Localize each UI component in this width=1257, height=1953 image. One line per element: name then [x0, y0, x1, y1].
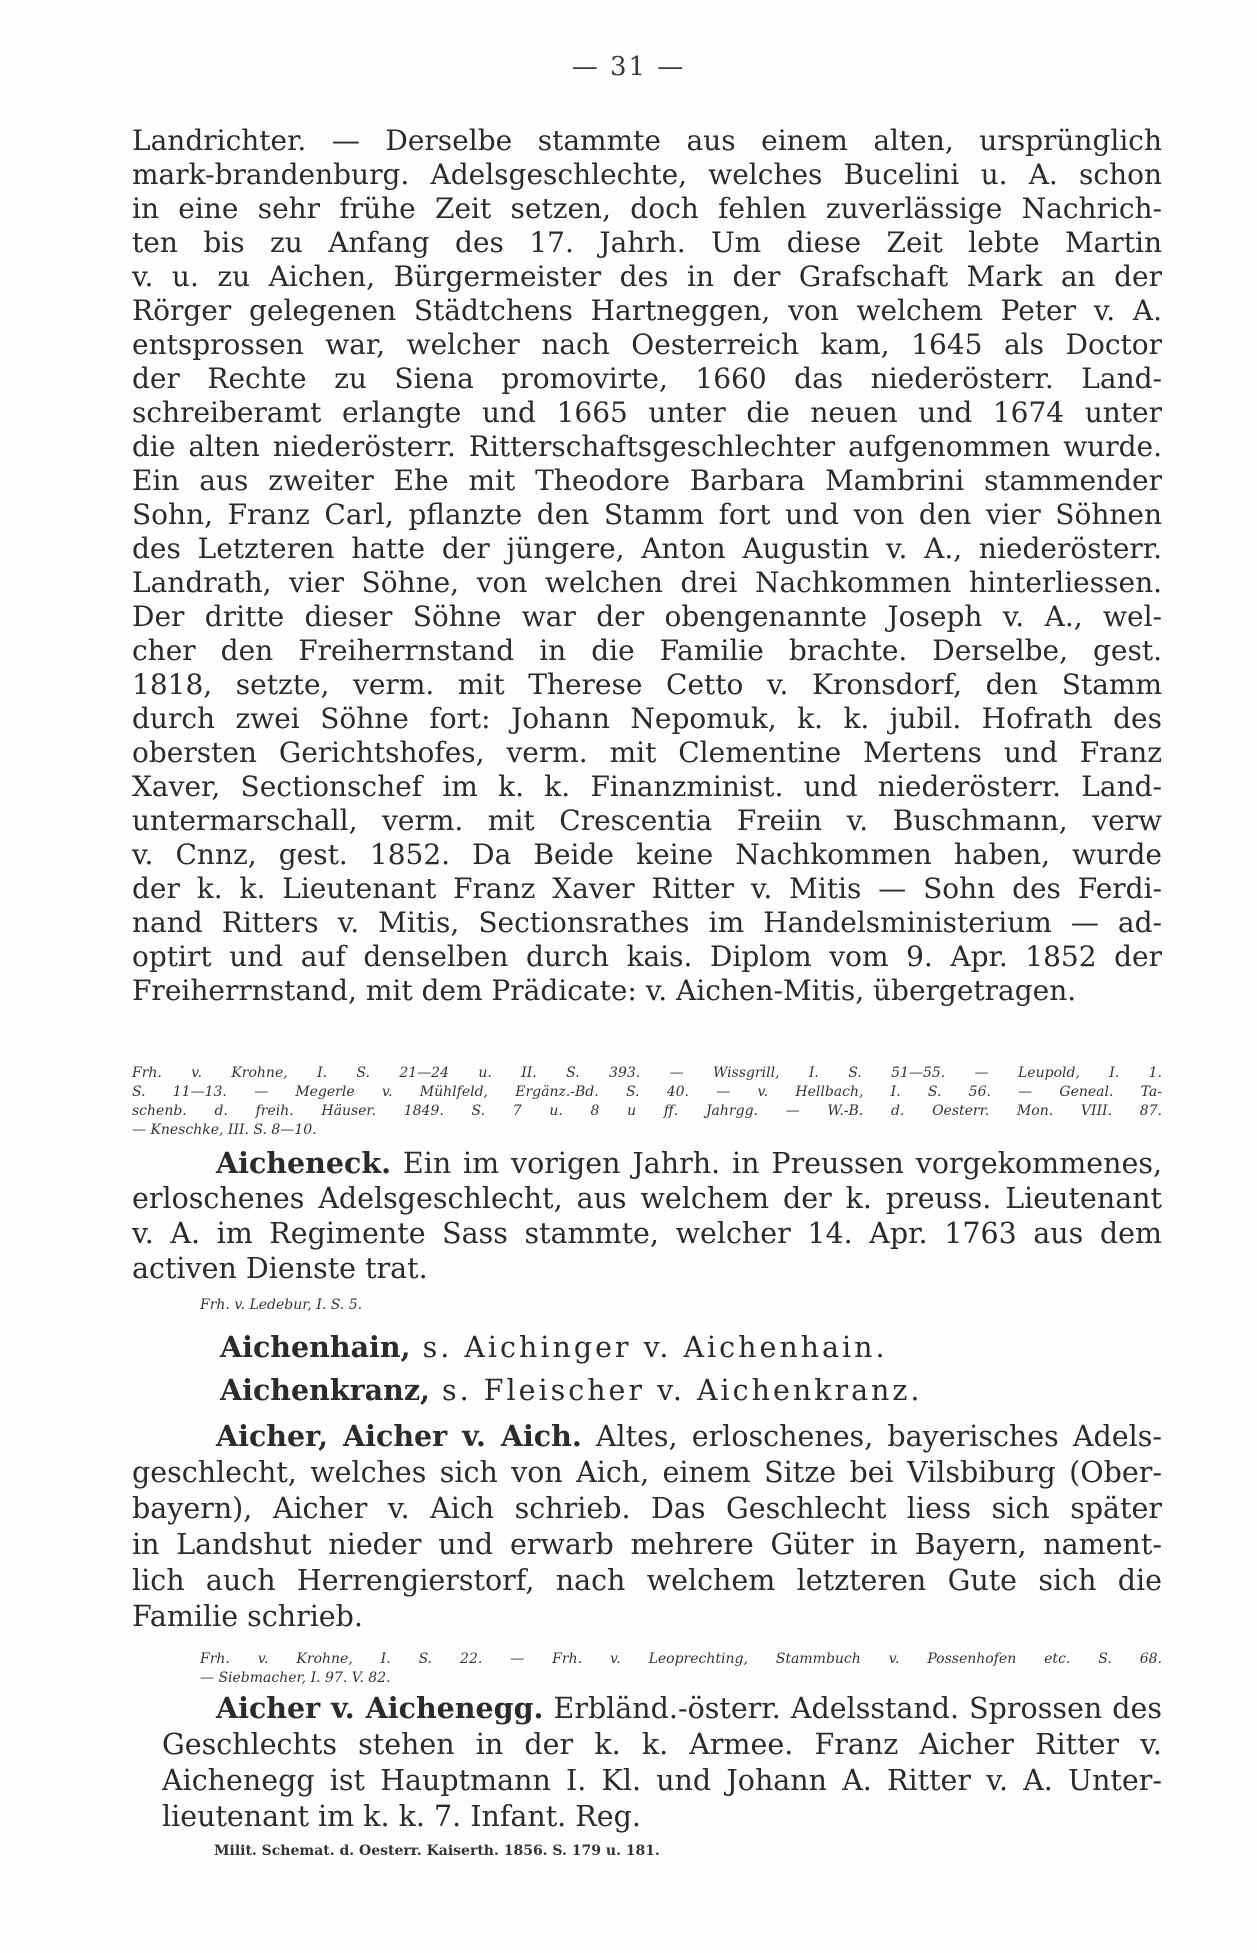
reference-note	[200, 1296, 1230, 1315]
reference-line: schenb. d. freih. Häuser. 1849. S. 7 u. 8 u ff. Jahrgg. — W.-B. d. Oesterr. Mon. VIII. 87.	[132, 1103, 1162, 1119]
text-line: untermarschall, verm. mit Crescentia Freiin v. Buschmann, verw	[132, 804, 1162, 837]
reference-line: — Kneschke, III. S. 8—10.	[132, 1122, 317, 1138]
entry-aicheneck	[132, 1146, 1162, 1286]
text-line: die alten niederösterr. Ritterschaftsgeschlechter aufgenommen wurde.	[132, 430, 1162, 463]
continuation-paragraph	[132, 124, 1162, 1008]
headword: Aichenhain,	[220, 1330, 411, 1364]
reference-line: Milit. Schemat. d. Oesterr. Kaiserth. 1856. S. 179 u. 181.	[214, 1843, 660, 1859]
text-line: ten bis zu Anfang des 17. Jahrh. Um diese Zeit lebte Martin	[132, 226, 1162, 259]
entry-text: s. Fleischer v. Aichenkranz.	[429, 1374, 923, 1407]
text-line: Ein aus zweiter Ehe mit Theodore Barbara Mambrini stammender	[132, 464, 1162, 497]
text-line: Sohn, Franz Carl, pflanzte den Stamm fort und von den vier Söhnen	[132, 498, 1162, 531]
text-line: erloschenes Adelsgeschlecht, aus welchem der k. preuss. Lieutenant	[132, 1182, 1162, 1215]
reference-line: Frh. v. Krohne, I. S. 21—24 u. II. S. 393. — Wissgrill, I. S. 51—55. — Leupold, I. 1.	[132, 1065, 1162, 1081]
text-line: des Letzteren hatte der jüngere, Anton Augustin v. A., niederösterr.	[132, 532, 1162, 565]
text-line: Aichenegg ist Hauptmann I. Kl. und Johann A. Ritter v. A. Unter-	[162, 1764, 1162, 1797]
text-line: obersten Gerichtshofes, verm. mit Clementine Mertens und Franz	[132, 736, 1162, 769]
text-line: in eine sehr frühe Zeit setzen, doch fehlen zuverlässige Nachrich-	[132, 192, 1162, 225]
entry-aicher-aich	[132, 1418, 1162, 1635]
text-line: in Landshut nieder und erwarb mehrere Güter in Bayern, nament-	[132, 1528, 1162, 1561]
text-line: durch zwei Söhne fort: Johann Nepomuk, k. k. jubil. Hofrath des	[132, 702, 1162, 735]
text-line: Landrath, vier Söhne, von welchen drei Nachkommen hinterliessen.	[132, 566, 1162, 599]
entry-aicher-aichenegg	[162, 1690, 1162, 1835]
text-line: Landrichter. — Derselbe stammte aus einem alten, ursprünglich	[132, 124, 1162, 157]
reference-line: S. 11—13. — Megerle v. Mühlfeld, Ergänz.-Bd. S. 40. — v. Hellbach, I. S. 56. — Geneal. Ta-	[132, 1084, 1162, 1100]
text-line: der k. k. Lieutenant Franz Xaver Ritter v. Mitis — Sohn des Ferdi-	[132, 872, 1162, 905]
text-line: Geschlechts stehen in der k. k. Armee. Franz Aicher Ritter v.	[162, 1728, 1162, 1761]
text-line: lieutenant im k. k. 7. Infant. Reg.	[162, 1800, 641, 1833]
entry-first-line	[132, 1418, 1162, 1455]
headword: Aicher v. Aichenegg.	[216, 1691, 544, 1725]
entry-first-line	[162, 1690, 1162, 1727]
entry-text: Altes, erloschenes, bayerisches Adels-	[581, 1420, 1162, 1453]
entry-text: s. Aichinger v. Aichenhain.	[410, 1331, 888, 1364]
entry-first-line	[132, 1146, 1162, 1181]
reference-line: — Siebmacher, I. 97. V. 82.	[200, 1670, 391, 1686]
text-line: lich auch Herrengierstorf, nach welchem letzteren Gute sich die	[132, 1564, 1162, 1597]
text-line: optirt und auf denselben durch kais. Diplom vom 9. Apr. 1852 der	[132, 940, 1162, 973]
text-line: bayern), Aicher v. Aich schrieb. Das Geschlecht liess sich später	[132, 1492, 1162, 1525]
text-line: Der dritte dieser Söhne war der obengenannte Joseph v. A., wel-	[132, 600, 1162, 633]
entry-aichenhain	[220, 1330, 888, 1365]
page-number: — 31 —	[571, 52, 686, 82]
reference-line: Frh. v. Krohne, I. S. 22. — Frh. v. Leoprechting, Stammbuch v. Possenhofen etc. S. 68.	[200, 1651, 1162, 1667]
reference-note	[214, 1842, 1244, 1861]
text-line: schreiberamt erlangte und 1665 unter die neuen und 1674 unter	[132, 396, 1162, 429]
text-line: 1818, setzte, verm. mit Therese Cetto v. Kronsdorf, den Stamm	[132, 668, 1162, 701]
text-line: Familie schrieb.	[132, 1600, 363, 1633]
entry-text: Ein im vorigen Jahrh. in Preussen vorgekommenes,	[391, 1147, 1162, 1180]
text-line: Xaver, Sectionschef im k. k. Finanzminist. und niederösterr. Land-	[132, 770, 1162, 803]
text-line: cher den Freiherrnstand in die Familie brachte. Derselbe, gest.	[132, 634, 1162, 667]
reference-line: Frh. v. Ledebur, I. S. 5.	[200, 1297, 363, 1313]
headword: Aicher, Aicher v. Aich.	[216, 1419, 582, 1453]
text-line: der Rechte zu Siena promovirte, 1660 das niederösterr. Land-	[132, 362, 1162, 395]
text-line: v. u. zu Aichen, Bürgermeister des in der Grafschaft Mark an der	[132, 260, 1162, 293]
text-line: v. Cnnz, gest. 1852. Da Beide keine Nachkommen haben, wurde	[132, 838, 1162, 871]
text-line: activen Dienste trat.	[132, 1252, 428, 1285]
text-line: entsprossen war, welcher nach Oesterreich kam, 1645 als Doctor	[132, 328, 1162, 361]
entry-text: Erbländ.-österr. Adelsstand. Sprossen des	[543, 1692, 1162, 1725]
headword: Aichenkranz,	[220, 1373, 430, 1407]
headword: Aicheneck.	[216, 1146, 392, 1180]
reference-note	[200, 1650, 1162, 1688]
text-line: geschlecht, welches sich von Aich, einem Sitze bei Vilsbiburg (Ober-	[132, 1456, 1162, 1489]
entry-aichenkranz	[220, 1373, 923, 1408]
text-line: Freiherrnstand, mit dem Prädicate: v. Aichen-Mitis, übergetragen.	[132, 974, 1077, 1007]
reference-note	[132, 1064, 1162, 1140]
text-line: mark-brandenburg. Adelsgeschlechte, welches Bucelini u. A. schon	[132, 158, 1162, 191]
text-line: v. A. im Regimente Sass stammte, welcher 14. Apr. 1763 aus dem	[132, 1217, 1162, 1250]
text-line: nand Ritters v. Mitis, Sectionsrathes im Handelsministerium — ad-	[132, 906, 1162, 939]
text-line: Rörger gelegenen Städtchens Hartneggen, von welchem Peter v. A.	[132, 294, 1162, 327]
